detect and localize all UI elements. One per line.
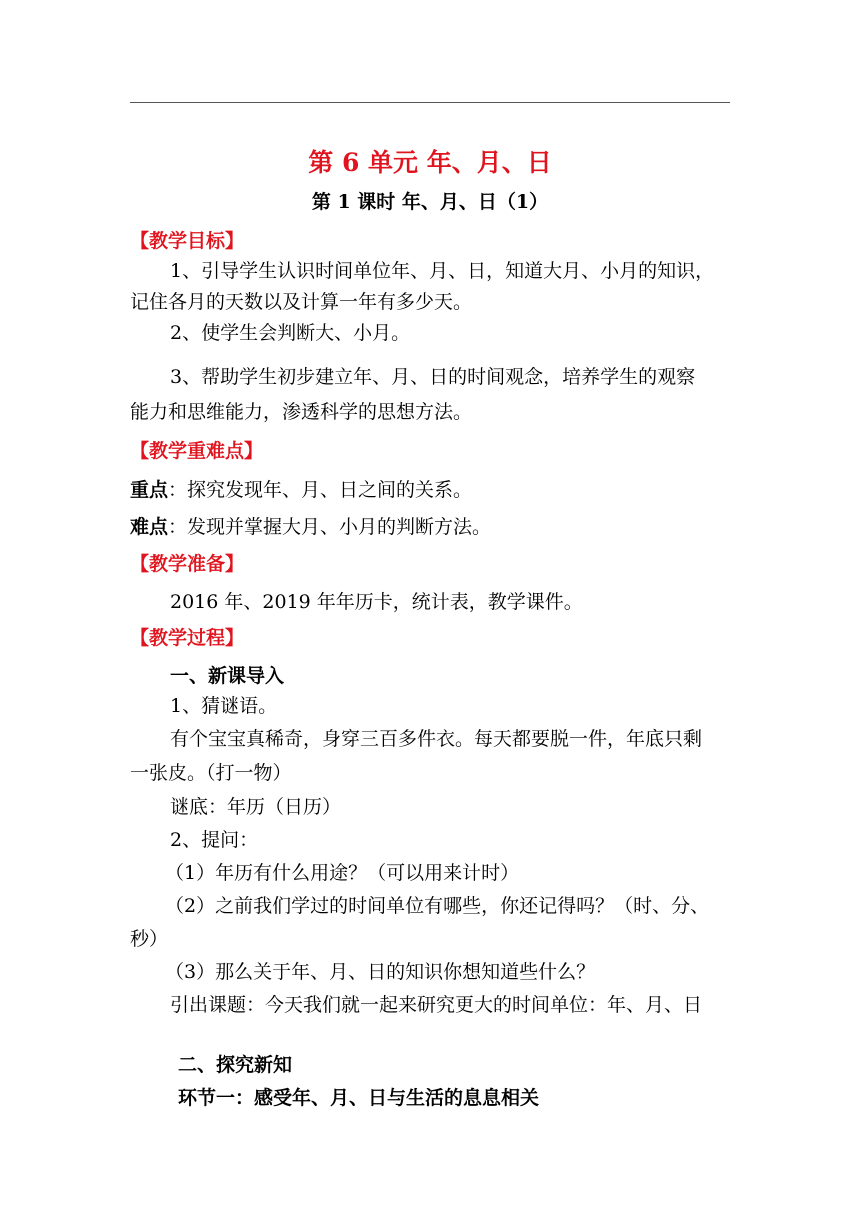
key-points-heading: 【教学重难点】	[130, 440, 264, 462]
goal-3-line-1: 3、帮助学生初步建立年、月、日的时间观念，培养学生的观察	[170, 366, 696, 388]
process-heading: 【教学过程】	[130, 627, 245, 649]
lesson-intro: 引出课题：今天我们就一起来研究更大的时间单位：年、月、日	[170, 994, 703, 1016]
lesson-subtitle: 第 1 课时 年、月、日（1）	[311, 191, 549, 213]
difficulty-point-text: ：发现并掌握大月、小月的判断方法。	[168, 516, 492, 538]
goal-3-line-2: 能力和思维能力，渗透科学的思想方法。	[130, 401, 473, 423]
question-2-line-1: （2）之前我们学过的时间单位有哪些，你还记得吗？（时、分、	[165, 895, 710, 917]
riddle-line-2: 一张皮。（打一物）	[130, 762, 292, 784]
unit-title: 第 6 单元 年、月、日	[308, 148, 552, 177]
difficulty-point	[130, 514, 491, 540]
goals-heading: 【教学目标】	[130, 230, 245, 252]
riddle-answer: 谜底：年历（日历）	[170, 796, 342, 818]
question-1: （1）年历有什么用途？（可以用来计时）	[165, 862, 520, 884]
goal-1-line-1: 1、引导学生认识时间单位年、月、日，知道大月、小月的知识，	[170, 260, 715, 282]
riddle-label: 1、猜谜语。	[170, 695, 278, 717]
step-1-heading: 环节一：感受年、月、日与生活的息息相关	[178, 1087, 540, 1109]
riddle-line-1: 有个宝宝真稀奇，身穿三百多件衣。每天都要脱一件，年底只剩	[170, 728, 703, 750]
part-2-heading: 二、探究新知	[178, 1054, 293, 1076]
question-label: 2、提问：	[170, 829, 259, 851]
header-rule	[130, 102, 730, 103]
goal-1-line-2: 记住各月的天数以及计算一年有多少天。	[130, 291, 473, 313]
preparation-heading: 【教学准备】	[130, 553, 245, 575]
preparation-text: 2016 年、2019 年年历卡，统计表，教学课件。	[170, 591, 583, 613]
key-point-label: 重点	[130, 479, 169, 501]
key-point	[130, 477, 472, 503]
goal-2: 2、使学生会判断大、小月。	[170, 322, 411, 344]
question-3: （3）那么关于年、月、日的知识你想知道些什么？	[165, 961, 596, 983]
question-2-line-2: 秒）	[130, 928, 169, 950]
difficulty-point-label: 难点	[130, 516, 169, 538]
key-point-text: ：探究发现年、月、日之间的关系。	[168, 479, 473, 501]
part-1-heading: 一、新课导入	[170, 665, 285, 687]
